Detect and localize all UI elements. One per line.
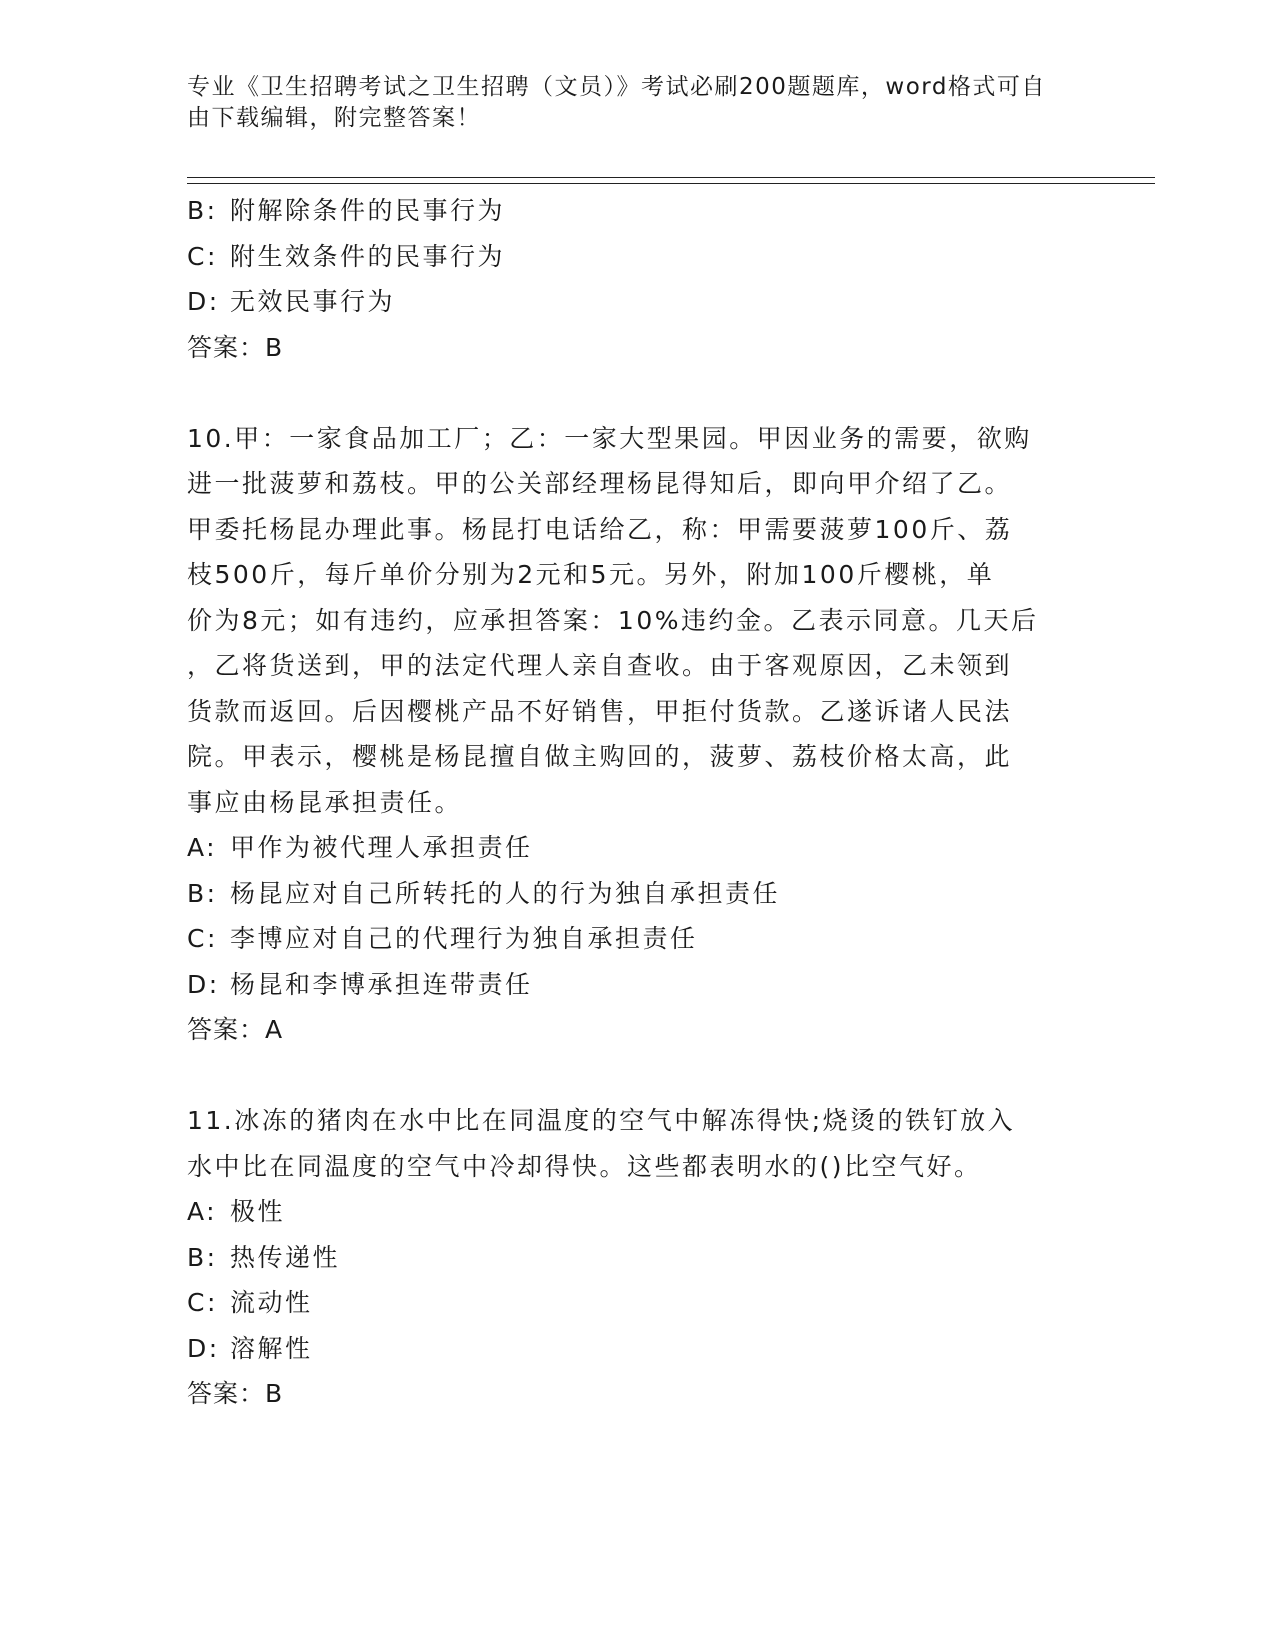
answer-line: 答案：A xyxy=(187,1015,284,1044)
header-rule-top xyxy=(187,177,1155,178)
option-letter: D: xyxy=(187,1333,220,1363)
option-text: 溶解性 xyxy=(230,1333,313,1363)
header-rule-bottom xyxy=(187,183,1155,184)
question-stem-line: 11.冰冻的猪肉在水中比在同温度的空气中解冻得快;烧烫的铁钉放入 xyxy=(187,1106,1016,1135)
option-text: 杨昆和李博承担连带责任 xyxy=(230,969,533,999)
option-letter: A: xyxy=(187,1197,218,1226)
option-b xyxy=(187,188,1087,234)
page-content xyxy=(187,188,1087,1417)
option-d xyxy=(187,962,1087,1008)
option-letter: D: xyxy=(187,969,220,999)
question-10 xyxy=(187,416,1087,1053)
option-text: 流动性 xyxy=(230,1288,313,1317)
question-stem-line: 10.甲：一家食品加工厂；乙：一家大型果园。甲因业务的需要，欲购 xyxy=(187,423,1032,453)
option-text: 极性 xyxy=(230,1197,286,1226)
question-stem-line: ，乙将货送到，甲的法定代理人亲自查收。由于客观原因，乙未领到 xyxy=(187,651,1013,680)
option-c xyxy=(187,916,1087,962)
question-9 xyxy=(187,188,1087,370)
option-b xyxy=(187,1235,1087,1281)
option-b xyxy=(187,871,1087,917)
answer-line: 答案：B xyxy=(187,332,284,362)
option-a xyxy=(187,825,1087,871)
page-header xyxy=(187,72,1087,134)
question-stem-line: 枝500斤，每斤单价分别为2元和5元。另外，附加100斤樱桃，单 xyxy=(187,560,995,589)
header-line-2: 由下载编辑，附完整答案！ xyxy=(187,105,481,131)
option-letter: C: xyxy=(187,924,218,953)
option-letter: B: xyxy=(187,196,218,225)
option-c xyxy=(187,1280,1087,1326)
question-stem-line: 院。甲表示，樱桃是杨昆擅自做主购回的，菠萝、荔枝价格太高，此 xyxy=(187,742,1013,771)
option-text: 甲作为被代理人承担责任 xyxy=(230,833,533,862)
option-letter: C: xyxy=(187,1288,218,1317)
option-text: 李博应对自己的代理行为独自承担责任 xyxy=(230,924,698,953)
option-text: 附解除条件的民事行为 xyxy=(230,196,506,225)
question-stem-line: 甲委托杨昆办理此事。杨昆打电话给乙，称：甲需要菠萝100斤、荔 xyxy=(187,514,1013,544)
option-text: 无效民事行为 xyxy=(230,287,396,316)
header-line-1: 专业《卫生招聘考试之卫生招聘（文员）》考试必刷200题题库，word格式可自 xyxy=(187,74,1046,100)
option-text: 杨昆应对自己所转托的人的行为独自承担责任 xyxy=(230,878,781,908)
option-letter: A: xyxy=(187,833,218,862)
option-a xyxy=(187,1189,1087,1235)
option-text: 附生效条件的民事行为 xyxy=(230,241,506,271)
question-stem-line: 价为8元；如有违约，应承担答案：10%违约金。乙表示同意。几天后 xyxy=(187,605,1039,635)
question-11 xyxy=(187,1098,1087,1417)
question-spacer xyxy=(187,1053,1087,1099)
option-letter: C: xyxy=(187,241,218,271)
option-d xyxy=(187,279,1087,325)
question-spacer xyxy=(187,370,1087,416)
option-letter: B: xyxy=(187,1242,218,1272)
question-stem-line: 水中比在同温度的空气中冷却得快。这些都表明水的()比空气好。 xyxy=(187,1151,982,1181)
option-letter: D: xyxy=(187,287,220,316)
option-c xyxy=(187,234,1087,280)
option-d xyxy=(187,1326,1087,1372)
answer-line: 答案：B xyxy=(187,1379,284,1408)
question-stem-line: 货款而返回。后因樱桃产品不好销售，甲拒付货款。乙遂诉诸人民法 xyxy=(187,696,1013,726)
option-text: 热传递性 xyxy=(230,1242,341,1272)
question-stem-line: 事应由杨昆承担责任。 xyxy=(187,787,463,817)
option-letter: B: xyxy=(187,878,218,908)
question-stem-line: 进一批菠萝和荔枝。甲的公关部经理杨昆得知后，即向甲介绍了乙。 xyxy=(187,469,1013,498)
